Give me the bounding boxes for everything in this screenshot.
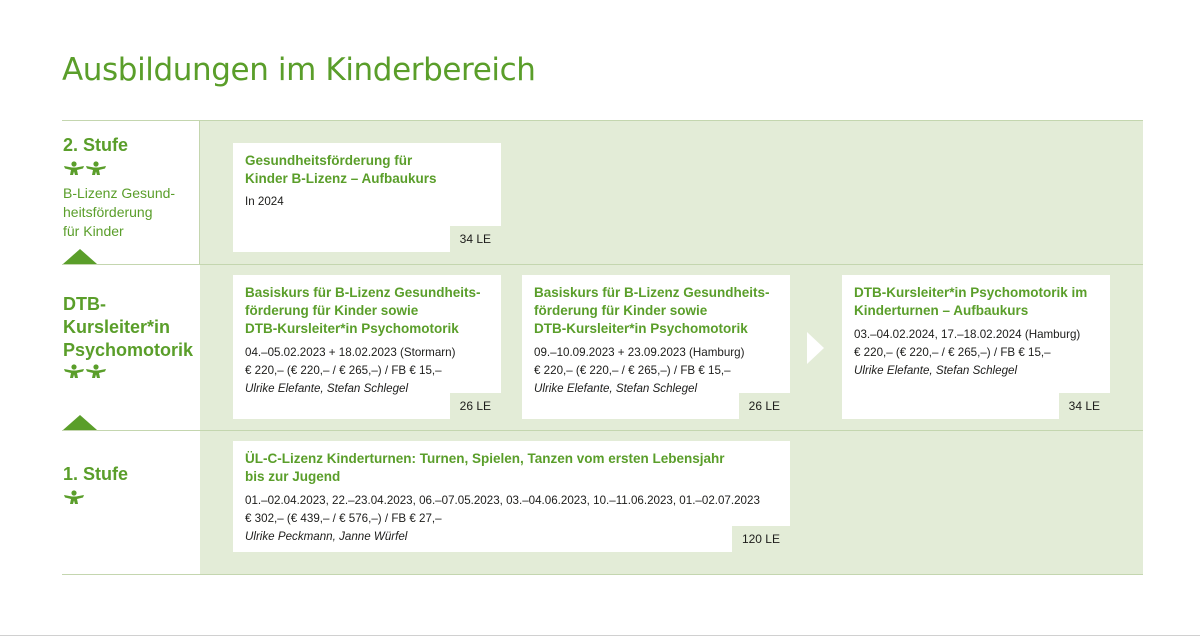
subtitle-line: B-Lizenz Gesund- <box>63 185 176 201</box>
course-trainers: Ulrike Elefante, Stefan Schlegel <box>245 382 409 395</box>
course-title <box>854 284 1100 320</box>
title-line: Basiskurs für B-Lizenz Gesundheits- <box>245 285 481 300</box>
course-date: 04.–05.02.2023 + 18.02.2023 (Stormarn) <box>245 346 456 359</box>
le-badge: 34 LE <box>450 226 501 252</box>
two-children-figures-icon <box>63 364 107 378</box>
course-title <box>245 450 780 486</box>
level-title-dtb <box>63 293 193 362</box>
title-line: Psychomotorik <box>63 340 194 360</box>
course-card-gesundheit-aufbau[interactable] <box>233 143 501 252</box>
course-trainers: Ulrike Elefante, Stefan Schlegel <box>854 364 1018 377</box>
course-card-basis-stormarn[interactable] <box>233 275 501 419</box>
subtitle-line: für Kinder <box>63 223 124 239</box>
course-title <box>245 284 491 338</box>
title-line: förderung für Kinder sowie <box>534 303 708 318</box>
le-badge: 34 LE <box>1059 393 1110 419</box>
title-line: bis zur Jugend <box>245 469 341 484</box>
le-badge: 120 LE <box>732 526 790 552</box>
two-children-figures-icon <box>63 161 107 175</box>
level-subtitle-stufe2 <box>63 184 175 241</box>
course-price: € 220,– (€ 220,– / € 265,–) / FB € 15,– <box>534 364 731 377</box>
course-date: 03.–04.02.2024, 17.–18.02.2024 (Hamburg) <box>854 328 1081 341</box>
page-title: Ausbildungen im Kinderbereich <box>62 52 536 88</box>
title-line: Basiskurs für B-Lizenz Gesundheits- <box>534 285 770 300</box>
title-line: Kinder B-Lizenz – Aufbaukurs <box>245 171 437 186</box>
course-card-psychomotorik-aufbau[interactable] <box>842 275 1110 419</box>
divider-stufe2 <box>62 264 1143 265</box>
divider-bottom <box>62 574 1143 575</box>
course-price: € 220,– (€ 220,– / € 265,–) / FB € 15,– <box>245 364 442 377</box>
title-line: DTB-Kursleiter*in Psychomotorik <box>534 321 748 336</box>
title-line: DTB-Kursleiter*in Psychomotorik im <box>854 285 1088 300</box>
divider-top <box>62 120 1143 121</box>
le-badge: 26 LE <box>739 393 790 419</box>
divider-dtb <box>62 430 1143 431</box>
title-line: Kinderturnen – Aufbaukurs <box>854 303 1029 318</box>
level-title-stufe1: 1. Stufe <box>63 464 129 484</box>
title-line: Kursleiter*in <box>63 317 171 337</box>
divider-vertical <box>199 120 200 264</box>
title-line: DTB-Kursleiter*in Psychomotorik <box>245 321 459 336</box>
level-up-triangle-icon <box>63 415 97 430</box>
course-title <box>245 152 491 188</box>
course-card-ul-c-lizenz[interactable] <box>233 441 790 552</box>
subtitle-line: heitsförderung <box>63 204 153 220</box>
course-date: 01.–02.04.2023, 22.–23.04.2023, 06.–07.05.2023, 03.–04.06.2023, 10.–11.06.2023, 01.–02.07.2023 <box>245 494 760 507</box>
course-trainers: Ulrike Peckmann, Janne Würfel <box>245 530 408 543</box>
title-line: ÜL-C-Lizenz Kinderturnen: Turnen, Spielen, Tanzen vom ersten Lebensjahr <box>245 451 725 466</box>
one-child-figure-icon <box>63 490 85 504</box>
title-line: förderung für Kinder sowie <box>245 303 419 318</box>
le-badge: 26 LE <box>450 393 501 419</box>
level-up-triangle-icon <box>63 249 97 264</box>
course-date: In 2024 <box>245 195 284 208</box>
course-price: € 302,– (€ 439,– / € 576,–) / FB € 27,– <box>245 512 442 525</box>
course-date: 09.–10.09.2023 + 23.09.2023 (Hamburg) <box>534 346 745 359</box>
arrow-right-icon <box>807 332 824 364</box>
title-line: Gesundheitsförderung für <box>245 153 413 168</box>
title-line: DTB- <box>63 294 106 314</box>
page-bottom-rule <box>0 635 1200 636</box>
level-title-stufe2: 2. Stufe <box>63 135 129 155</box>
course-title <box>534 284 780 338</box>
course-card-basis-hamburg[interactable] <box>522 275 790 419</box>
course-trainers: Ulrike Elefante, Stefan Schlegel <box>534 382 698 395</box>
course-price: € 220,– (€ 220,– / € 265,–) / FB € 15,– <box>854 346 1051 359</box>
